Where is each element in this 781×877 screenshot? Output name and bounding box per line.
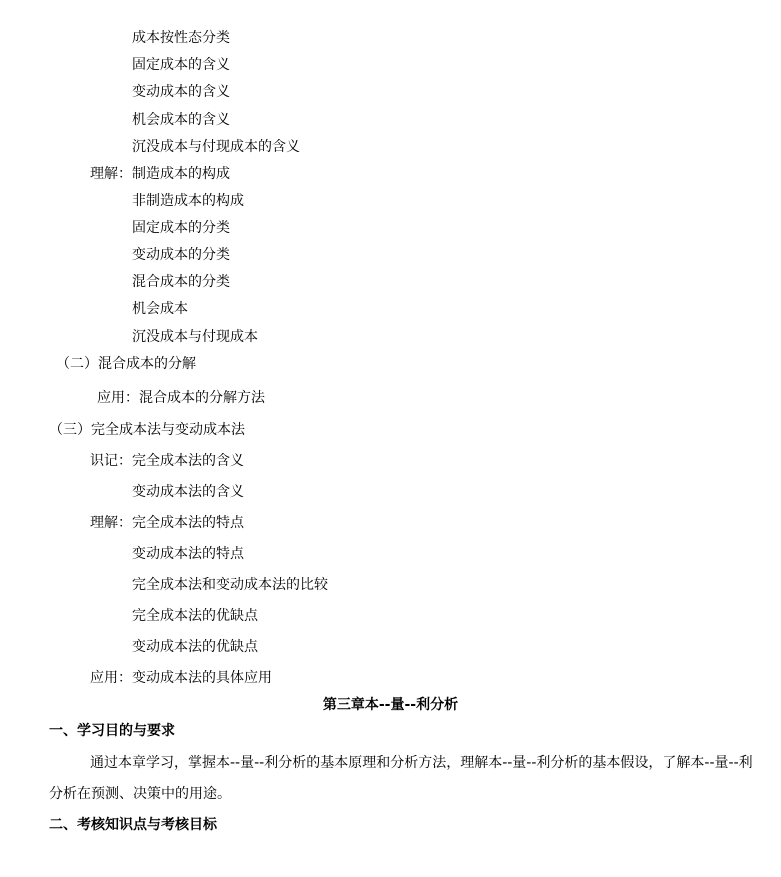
list-item-cost-behavior-classification: 成本按性态分类 xyxy=(132,30,230,46)
list-item-understand-absorption-features: 理解：完全成本法的特点 xyxy=(90,515,244,531)
list-item-fixed-cost-classification: 固定成本的分类 xyxy=(132,220,230,236)
section-assessment-knowledge-points: 二、考核知识点与考核目标 xyxy=(49,817,217,833)
list-item-sunk-cash-cost-meaning: 沉没成本与付现成本的含义 xyxy=(132,139,300,155)
section-mixed-cost-decomposition: （二）混合成本的分解 xyxy=(56,356,196,372)
list-item-recall-absorption-meaning: 识记：完全成本法的含义 xyxy=(90,453,244,469)
section-absorption-variable-costing: （三）完全成本法与变动成本法 xyxy=(49,422,245,438)
list-item-apply-variable-costing: 应用：变动成本法的具体应用 xyxy=(90,670,272,686)
chapter-title: 第三章本--量--利分析 xyxy=(322,697,459,713)
list-item-opportunity-cost-meaning: 机会成本的含义 xyxy=(132,112,230,128)
list-item-absorption-pros-cons: 完全成本法的优缺点 xyxy=(132,608,258,624)
list-item-opportunity-cost: 机会成本 xyxy=(132,301,188,317)
section-learning-objectives: 一、学习目的与要求 xyxy=(49,723,175,739)
list-item-sunk-cash-cost: 沉没成本与付现成本 xyxy=(132,329,258,345)
list-item-variable-pros-cons: 变动成本法的优缺点 xyxy=(132,639,258,655)
list-item-variable-costing-features: 变动成本法的特点 xyxy=(132,546,244,562)
list-item-nonmanufacturing-cost: 非制造成本的构成 xyxy=(132,193,244,209)
list-item-fixed-cost-meaning: 固定成本的含义 xyxy=(132,57,230,73)
list-item-apply-decomposition-method: 应用：混合成本的分解方法 xyxy=(97,390,265,406)
list-item-mixed-cost-classification: 混合成本的分类 xyxy=(132,274,230,290)
list-item-variable-cost-meaning: 变动成本的含义 xyxy=(132,84,230,100)
list-item-variable-costing-meaning: 变动成本法的含义 xyxy=(132,484,244,500)
list-item-variable-cost-classification: 变动成本的分类 xyxy=(132,247,230,263)
paragraph-line-2: 分析在预测、决策中的用途。 xyxy=(49,786,231,802)
list-item-understand-manufacturing-cost: 理解：制造成本的构成 xyxy=(90,166,230,182)
list-item-costing-comparison: 完全成本法和变动成本法的比较 xyxy=(132,577,328,593)
paragraph-line-1: 通过本章学习，掌握本--量--利分析的基本原理和分析方法，理解本--量--利分析的基本假设，了解本--量--利 xyxy=(90,755,753,771)
